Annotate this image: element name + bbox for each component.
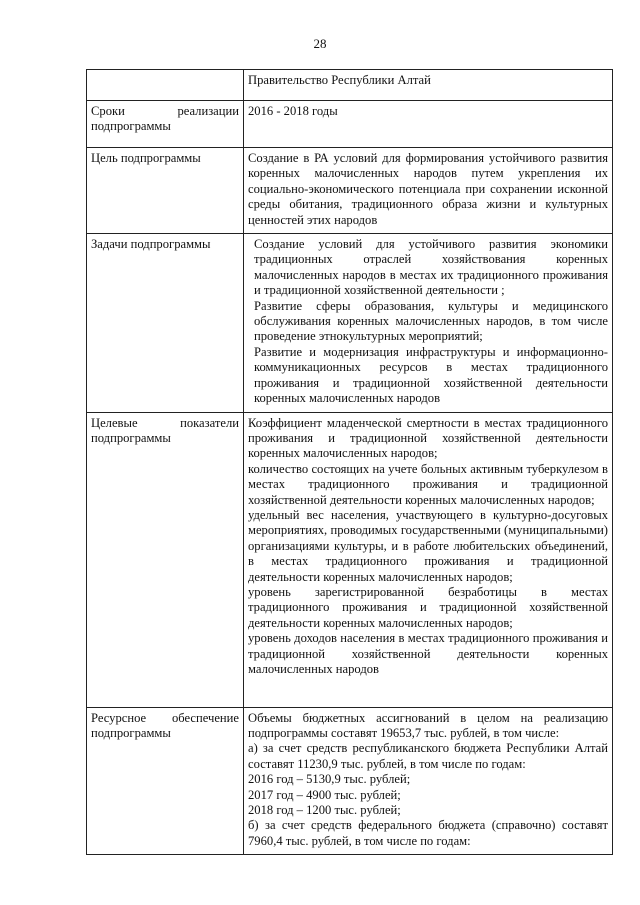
timing-label-word1: Сроки [91, 104, 125, 118]
resource-item-2: а) за счет средств республиканского бюджета Республики Алтай составят 11230,9 тыс. рублей, в том числе по годам: [248, 741, 608, 771]
executor-label [87, 70, 244, 101]
resource-item-1: Объемы бюджетных ассигнований в целом на реализацию подпрограммы составят 19653,7 тыс. рублей, в том числе: [248, 710, 608, 740]
timing-label-line1 [91, 104, 239, 119]
page-number: 28 [313, 36, 327, 51]
table-row-resources [87, 707, 613, 855]
timing-label [87, 101, 244, 148]
indicators-label [87, 412, 244, 707]
task-item-3: Развитие и модернизация инфраструктуры и информационно-коммуникационных ресурсов в местах традиционного проживания и традиционной хозяйственной деятельности коренных малочисленных народов [254, 344, 608, 406]
indicators-label-word1: Целевые [91, 415, 138, 430]
indicator-item-3: удельный вес населения, участвующего в культурно-досуговых мероприятиях, проводимых государственными (муниципальными) организациями культуры, и в работе любительских объединений, в местах традиционного проживания и традиционной деятельности коренных малочисленных народов; [248, 507, 608, 584]
timing-label-line2: подпрограммы [91, 119, 171, 134]
tasks-label: Задачи подпрограммы [87, 234, 244, 412]
table-row-indicators [87, 412, 613, 707]
table-row-goal [87, 148, 613, 234]
indicator-item-2: количество состоящих на учете больных активным туберкулезом в местах традиционного проживания и традиционной хозяйственной деятельности коренных малочисленных народов; [248, 461, 608, 507]
resource-item-6: б) за счет средств федерального бюджета (справочно) составят 7960,4 тыс. рублей, в том числе по годам: [248, 818, 608, 848]
task-item-2: Развитие сферы образования, культуры и медицинского обслуживания коренных малочисленных народов, в том числе проведение этнокультурных мероприятий; [254, 298, 608, 344]
executor-value: Правительство Республики Алтай [244, 70, 613, 101]
indicators-label-word2: показатели [180, 415, 239, 430]
resource-item-3: 2016 год – 5130,9 тыс. рублей; [248, 772, 411, 787]
subprogram-passport-table [86, 69, 613, 855]
goal-label: Цель подпрограммы [87, 148, 244, 234]
resources-label-word2: обеспечение [171, 710, 239, 725]
indicators-value [244, 412, 613, 707]
resources-label [87, 707, 244, 855]
goal-value: Создание в РА условий для формирования устойчивого развития коренных малочисленных народов путем укрепления их социально-экономического потенциала при сохранении исконной среды обитания, традиционного образа жизни и культурных ценностей этих народов [244, 148, 613, 234]
resources-value [244, 707, 613, 855]
table-row-tasks [87, 234, 613, 412]
resource-item-4: 2017 год – 4900 тыс. рублей; [248, 787, 401, 802]
resources-label-line1 [91, 711, 239, 726]
resource-item-5: 2018 год – 1200 тыс. рублей; [248, 802, 401, 817]
indicator-item-1: Коэффициент младенческой смертности в местах традиционного проживания и традиционной хозяйственной деятельности коренных малочисленных народов; [248, 415, 608, 461]
indicators-label-line2: подпрограммы [91, 430, 171, 445]
resources-label-line2: подпрограммы [91, 725, 171, 740]
table-row-timing [87, 101, 613, 148]
timing-value: 2016 - 2018 годы [244, 101, 613, 148]
indicator-item-4: уровень зарегистрированной безработицы в местах традиционного проживания и традиционной хозяйственной деятельности коренных малочисленных народов; [248, 584, 608, 630]
timing-label-word2: реализации [177, 104, 239, 118]
tasks-value [244, 234, 613, 412]
resources-label-word1: Ресурсное [91, 710, 147, 725]
indicator-item-5: уровень доходов населения в местах традиционного проживания и традиционной хозяйственной деятельности коренных малочисленных народов [248, 631, 608, 676]
indicators-label-line1 [91, 416, 239, 431]
task-item-1: Создание условий для устойчивого развития экономики традиционных отраслей хозяйствования коренных малочисленных народов в местах их традиционного проживания и традиционной хозяйственной деятельности ; [254, 237, 608, 298]
table-row-executor [87, 70, 613, 101]
